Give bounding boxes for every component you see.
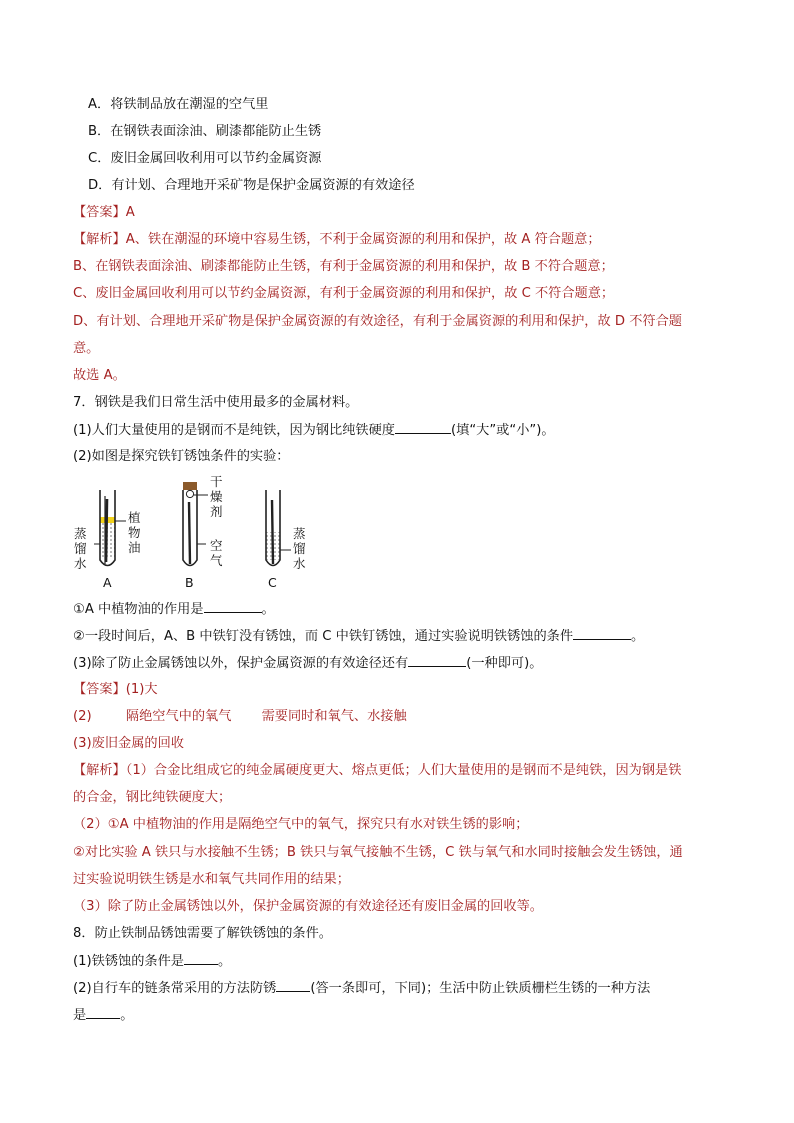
choice-d: D．有计划、合理地开采矿物是保护金属资源的有效途径 [88,178,415,193]
question-7-part-1 [73,421,555,440]
iron-nail-c [272,500,273,564]
cork-stopper [183,482,197,490]
label-tube-a: A [103,575,112,590]
answer-7-a1: (1)大 [125,682,158,697]
choice-c: C．废旧金属回收利用可以节约金属资源 [88,151,322,166]
question-7-part-3 [73,654,542,673]
question-8-part-2 [73,979,650,998]
desiccant-ball [186,490,193,497]
analysis-7-line-4: ②对比实验 A 铁只与水接触不生锈；B 铁只与氧气接触不生锈，C 铁与氧气和水同时接触会发生锈蚀，通 [73,845,683,860]
analysis-6-line-6: 故选 A。 [73,368,126,383]
answer-blank [573,627,631,640]
question-8-part-2-line-2 [73,1006,133,1025]
analysis-6-line-2: B、在钢铁表面涂油、刷漆都能防止生锈，有利于金属资源的利用和保护，故 B 不符合题意； [73,259,614,274]
question-7-sub-2 [73,627,644,646]
question-8-part-1 [73,952,231,971]
answer-blank [184,952,218,965]
label-plant-oil-3: 油 [128,540,141,555]
q7-s2-end: 。 [631,629,645,644]
label-air-1: 空 [210,538,223,553]
q8-p1-text: (1)铁锈蚀的条件是 [73,954,184,969]
answer-tag: 【答案】 [73,205,126,220]
answer-7-a2-num: (2) [73,709,92,724]
tube-c [266,490,291,566]
analysis-6-line-5: 意。 [73,341,100,356]
q7-p3-hint: (一种即可)。 [466,656,543,671]
label-water-right-1: 蒸 [293,526,306,541]
analysis-7-line-5: 过实验说明铁生锈是水和氧气共同作用的结果； [73,872,350,887]
analysis-6-line-4: D、有计划、合理地开采矿物是保护金属资源的有效途径，有利于金属资源的利用和保护，故 D 不符合题 [73,314,682,329]
answer-tag: 【答案】 [73,682,126,697]
iron-nail-b [189,502,190,564]
analysis-7-line-1 [73,762,681,780]
q7-s1-text: ①A 中植物油的作用是 [73,602,204,617]
answer-value: A [125,205,135,220]
q7-p3-text: (3)除了防止金属锈蚀以外，保护金属资源的有效途径还有 [73,656,409,671]
analysis-6-line-3: C、废旧金属回收利用可以节约金属资源，有利于金属资源的利用和保护，故 C 不符合题意； [73,286,615,301]
tube-b [183,482,208,566]
label-air-2: 气 [210,553,223,568]
answer-6 [73,204,135,222]
analysis-7-line-2: 的合金，钢比纯铁硬度大； [73,790,232,805]
tube-a [94,490,126,566]
q8-p2-text: (2)自行车的链条常采用的方法防锈 [73,981,277,996]
answer-blank [276,979,310,992]
label-water-left-2: 馏 [74,541,87,556]
answer-blank [395,421,451,434]
label-tube-c: C [268,575,277,590]
q7-s1-end: 。 [261,602,275,617]
label-desiccant-1: 干 [210,474,223,489]
choice-a: A．将铁制品放在潮湿的空气里 [88,97,269,112]
q7-p1-text: (1)人们大量使用的是钢而不是纯铁，因为钢比纯铁硬度 [73,423,395,438]
label-water-left-1: 蒸 [74,526,87,541]
analysis-tag: 【解析】 [73,763,126,778]
label-water-right-3: 水 [293,556,306,571]
answer-7-a2-x: 隔绝空气中的氧气 [125,709,232,724]
analysis-7-line-6: （3）除了防止金属锈蚀以外，保护金属资源的有效途径还有废旧金属的回收等。 [73,899,543,914]
q8-p2-rest: (答一条即可，下同)；生活中防止铁质栅栏生锈的一种方法 [310,981,651,996]
question-7-sub-1 [73,600,275,619]
answer-blank [408,654,466,667]
analysis-text: （1）合金比组成它的纯金属硬度更大、熔点更低；人们大量使用的是钢而不是纯铁，因为钢是铁 [125,763,682,778]
test-tube-figure [70,474,340,600]
answer-blank [86,1006,120,1019]
answer-7-line-2 [73,708,407,726]
question-7-stem: 7．钢铁是我们日常生活中使用最多的金属材料。 [73,395,359,410]
q7-p1-hint: (填“大”或“小”)。 [451,423,555,438]
label-desiccant-3: 剂 [210,504,223,519]
answer-7-line-3: (3)废旧金属的回收 [73,736,184,751]
analysis-6-line-1 [73,231,601,249]
label-water-left-3: 水 [74,556,87,571]
q8-p1-end: 。 [218,954,232,969]
question-7-part-2: (2)如图是探究铁钉锈蚀条件的实验： [73,449,290,464]
analysis-text: A、铁在潮湿的环境中容易生锈，不利于金属资源的利用和保护，故 A 符合题意； [125,232,601,247]
label-tube-b: B [185,575,194,590]
label-water-right-2: 馏 [293,541,306,556]
answer-7-a2-y: 需要同时和氧气、水接触 [261,709,407,724]
answer-7-line-1 [73,681,158,699]
question-8-stem: 8．防止铁制品锈蚀需要了解铁锈蚀的条件。 [73,926,332,941]
answer-blank [204,600,262,613]
label-plant-oil-1: 植 [128,510,141,525]
q8-p2-l2-end: 。 [120,1008,134,1023]
choice-b: B．在钢铁表面涂油、刷漆都能防止生锈 [88,124,322,139]
q8-p2-l2-text: 是 [73,1008,87,1023]
analysis-7-line-3: （2）①A 中植物油的作用是隔绝空气中的氧气，探究只有水对铁生锈的影响； [73,817,529,832]
label-desiccant-2: 燥 [210,489,223,504]
q7-s2-text: ②一段时间后，A、B 中铁钉没有锈蚀，而 C 中铁钉锈蚀，通过实验说明铁锈蚀的条件 [73,629,574,644]
label-plant-oil-2: 物 [128,525,141,540]
analysis-tag: 【解析】 [73,232,126,247]
